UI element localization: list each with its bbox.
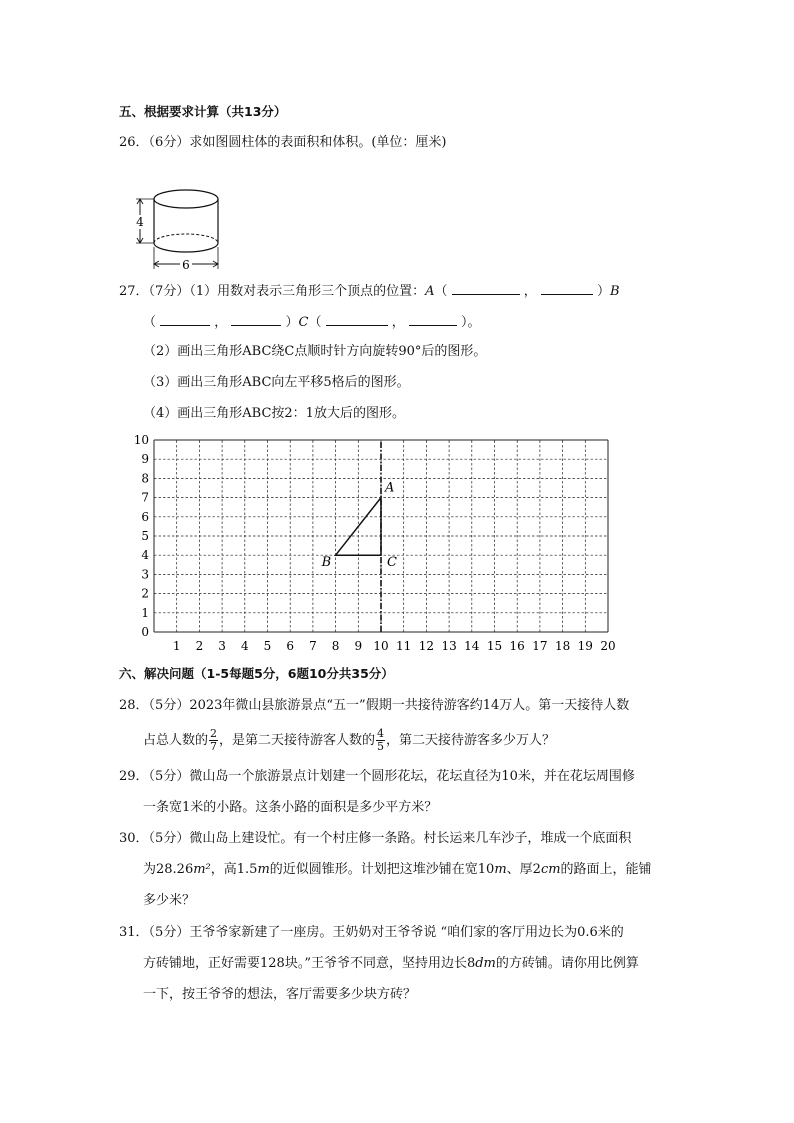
unit-m-2: m (494, 862, 507, 877)
unit-cm: cm (540, 862, 561, 877)
label-a: A (425, 284, 435, 299)
q27-number: 27．（7分） (119, 284, 190, 299)
y-tick-label: 1 (141, 605, 149, 620)
section6-title: 六、解决问题（1-5每题5分，6题10分共35分） (119, 666, 394, 681)
q30-line3: 多少米？ (143, 893, 196, 908)
q28-line2 (143, 728, 555, 754)
q27-part1-intro: （1）用数对表示三角形三个顶点的位置： (189, 284, 426, 299)
q28-text2c: ，第二天接待游客多少万人？ (386, 733, 556, 748)
y-tick-label: 6 (141, 509, 149, 524)
y-tick-label: 8 (141, 471, 149, 486)
q26-number: 26．（6分） (119, 135, 190, 150)
q27-part2: （2）画出三角形ABC绕C点顺时针方向旋转90°后的图形。 (143, 344, 487, 359)
q26-text: 求如图圆柱体的表面积和体积。(单位：厘米) (189, 135, 447, 150)
x-tick-label: 2 (195, 639, 204, 653)
q30-text2d: 、厚2 (506, 862, 541, 877)
label-b: B (610, 284, 620, 299)
q27-line2: （ ， ）C（ ， ）。 (143, 312, 481, 332)
fraction2-numerator: 4 (377, 727, 385, 740)
vertex-label-a: A (385, 480, 395, 496)
q31-line3: 一下，按王爷爷的想法，客厅需要多少块方砖？ (143, 987, 417, 1002)
q29-text1: 微山岛一个旅游景点计划建一个圆形花坛，花坛直径为10米，并在花坛周围修 (189, 769, 635, 784)
unit-dm: dm (475, 956, 496, 971)
x-tick-label: 6 (286, 639, 295, 653)
x-tick-label: 7 (309, 639, 317, 653)
q29-number: 29．（5分） (119, 769, 190, 784)
q28-line1 (119, 697, 629, 715)
q31-text1: 王爷爷家新建了一座房。王奶奶对王爷爷说 “咱们家的客厅用边长为0.6米的 (189, 925, 624, 940)
q31-text2b: 的方砖铺。请你用比例算 (495, 956, 639, 971)
blank-a-x[interactable] (452, 281, 520, 295)
x-tick-label: 5 (263, 639, 272, 653)
section5-title: 五、根据要求计算（共13分） (119, 104, 287, 119)
x-tick-label: 8 (331, 639, 340, 653)
q30-text2b: ，高1.5 (210, 862, 258, 877)
label-c: C (298, 315, 309, 330)
q27-part4: （4）画出三角形ABC按2：1放大后的图形。 (143, 406, 405, 421)
y-tick-label: 5 (141, 529, 149, 543)
q26 (119, 134, 446, 152)
q30-text2e: 的路面上，能铺 (560, 862, 652, 877)
blank-c-x[interactable] (326, 312, 388, 326)
q29-line1 (119, 768, 635, 786)
q28-text1: 2023年微山县旅游景点“五一”假期一共接待游客约14万人。第一天接待人数 (189, 698, 630, 713)
fraction-2-7 (209, 728, 218, 753)
x-tick-label: 20 (600, 639, 616, 653)
cylinder-figure (130, 185, 230, 275)
x-tick-label: 17 (532, 639, 548, 653)
y-tick-label: 10 (133, 433, 149, 447)
cylinder-bottom-front (154, 243, 218, 252)
q27-part3: （3）画出三角形ABC向左平移5格后的图形。 (143, 375, 410, 390)
q30-line1 (119, 830, 631, 848)
x-tick-label: 11 (396, 639, 412, 653)
y-tick-label: 2 (141, 586, 149, 601)
y-tick-label: 0 (141, 625, 149, 639)
y-tick-label: 3 (141, 567, 149, 582)
blank-b-x[interactable] (160, 312, 210, 326)
q29-line2: 一条宽1米的小路。这条小路的面积是多少平方米？ (143, 800, 438, 815)
x-tick-label: 19 (577, 639, 593, 653)
y-tick-label: 9 (141, 452, 149, 467)
unit-m: m (257, 862, 270, 877)
fraction-4-5 (376, 728, 385, 753)
q30-number: 30．（5分） (119, 831, 190, 846)
cylinder-top-ellipse (154, 190, 218, 208)
fraction1-denominator: 7 (210, 740, 218, 753)
x-tick-label: 15 (486, 639, 503, 653)
q28-text2a: 占总人数的 (143, 733, 209, 748)
fraction1-numerator: 2 (210, 727, 218, 740)
x-tick-label: 3 (218, 639, 226, 653)
q31-text2a: 方砖铺地，正好需要128块。”王爷爷不同意，坚持用边长8 (143, 956, 476, 971)
x-tick-label: 1 (172, 639, 181, 653)
x-tick-label: 4 (240, 639, 249, 653)
q30-text2a: 为28.26 (143, 862, 194, 877)
x-tick-label: 18 (554, 639, 571, 653)
x-tick-label: 13 (441, 639, 457, 653)
blank-a-y[interactable] (541, 281, 593, 295)
height-label: 4 (136, 215, 144, 229)
q31-line1 (119, 924, 624, 942)
unit-m2: m² (193, 862, 211, 877)
vertex-label-c: C (387, 555, 397, 571)
y-tick-label: 4 (141, 548, 149, 563)
coordinate-grid (130, 432, 620, 656)
q27-line1: 27．（7分）（1）用数对表示三角形三个顶点的位置：A（ ， ）B (119, 281, 620, 301)
x-tick-label: 16 (509, 639, 525, 653)
q28-text2b: ，是第二天接待游客人数的 (219, 733, 376, 748)
vertex-label-b: B (321, 555, 332, 571)
x-tick-label: 14 (464, 639, 480, 653)
blank-b-y[interactable] (231, 312, 281, 326)
x-tick-label: 10 (373, 639, 389, 653)
fraction2-denominator: 5 (377, 740, 385, 753)
q28-number: 28．（5分） (119, 698, 190, 713)
x-tick-label: 9 (354, 639, 363, 653)
q30-line2 (143, 861, 652, 879)
triangle-abc (336, 498, 381, 556)
q31-line2 (143, 955, 639, 973)
blank-c-y[interactable] (409, 312, 457, 326)
cylinder-bottom-back (154, 234, 218, 243)
q30-text1: 微山岛上建设忙。有一个村庄修一条路。村长运来几车沙子，堆成一个底面积 (189, 831, 632, 846)
x-tick-label: 12 (418, 639, 435, 653)
q30-text2c: 的近似圆锥形。计划把这堆沙铺在宽10 (269, 862, 495, 877)
diameter-label: 6 (182, 258, 190, 272)
q31-number: 31．（5分） (119, 925, 190, 940)
y-tick-label: 7 (141, 490, 149, 505)
